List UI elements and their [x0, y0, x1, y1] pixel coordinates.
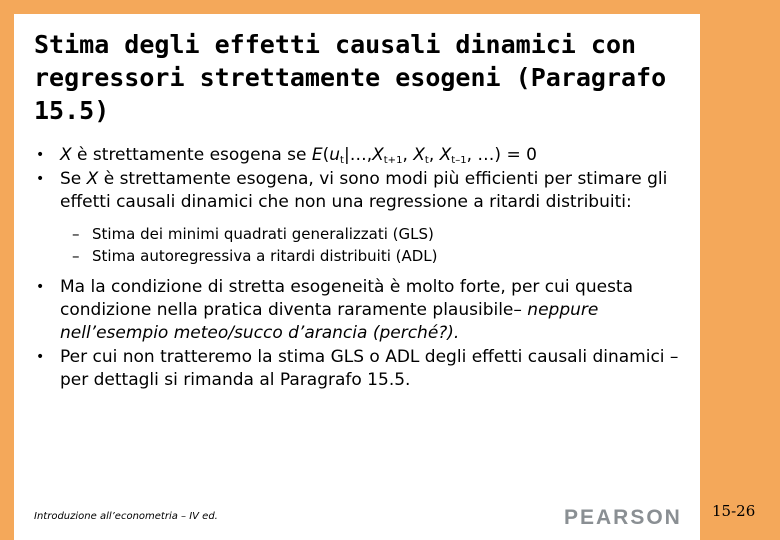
bullet-item: • X è strettamente esogena se $E(u_t|\dots,X_{t+1}$, $X_t$, $X_{t-1}$, …) = 0 — [36, 145, 537, 166]
bullet-list — [34, 144, 694, 393]
slide — [14, 14, 700, 540]
dash-icon: – — [72, 247, 80, 265]
bullet-icon: • — [36, 147, 45, 163]
dash-icon: – — [72, 225, 80, 243]
sub-item: – Stima autoregressiva a ritardi distribuiti (ADL) — [72, 247, 438, 265]
bullet-icon: • — [36, 349, 45, 365]
bullet-icon: • — [36, 171, 45, 187]
bullet-item: • Per cui non tratteremo la stima GLS o ADL degli effetti causali dinamici – per dettagli si rimanda al Paragrafo 15.5. — [36, 347, 679, 390]
slide-title: Stima degli effetti causali dinamici con regressori strettamente esogeni (Paragrafo 15.5) — [34, 30, 667, 125]
page-number: 15-26 — [712, 502, 756, 520]
bullet-item: • Se X è strettamente esogena, vi sono modi più efficienti per stimare gli effetti causali dinamici che non una regressione a ritardi distribuiti: — [36, 169, 668, 212]
bullet-icon: • — [36, 279, 45, 295]
bullet-item: • Ma la condizione di stretta esogeneità è molto forte, per cui questa condizione nella pratica diventa raramente plausibile– neppure nell’esempio meteo/succo d’arancia (perché?). — [36, 277, 634, 343]
sub-list — [34, 223, 694, 267]
sub-item: – Stima dei minimi quadrati generalizzati (GLS) — [72, 225, 434, 243]
footer-text: Introduzione all’econometria – IV ed. — [34, 511, 218, 522]
pearson-logo: PEARSON — [564, 506, 682, 529]
